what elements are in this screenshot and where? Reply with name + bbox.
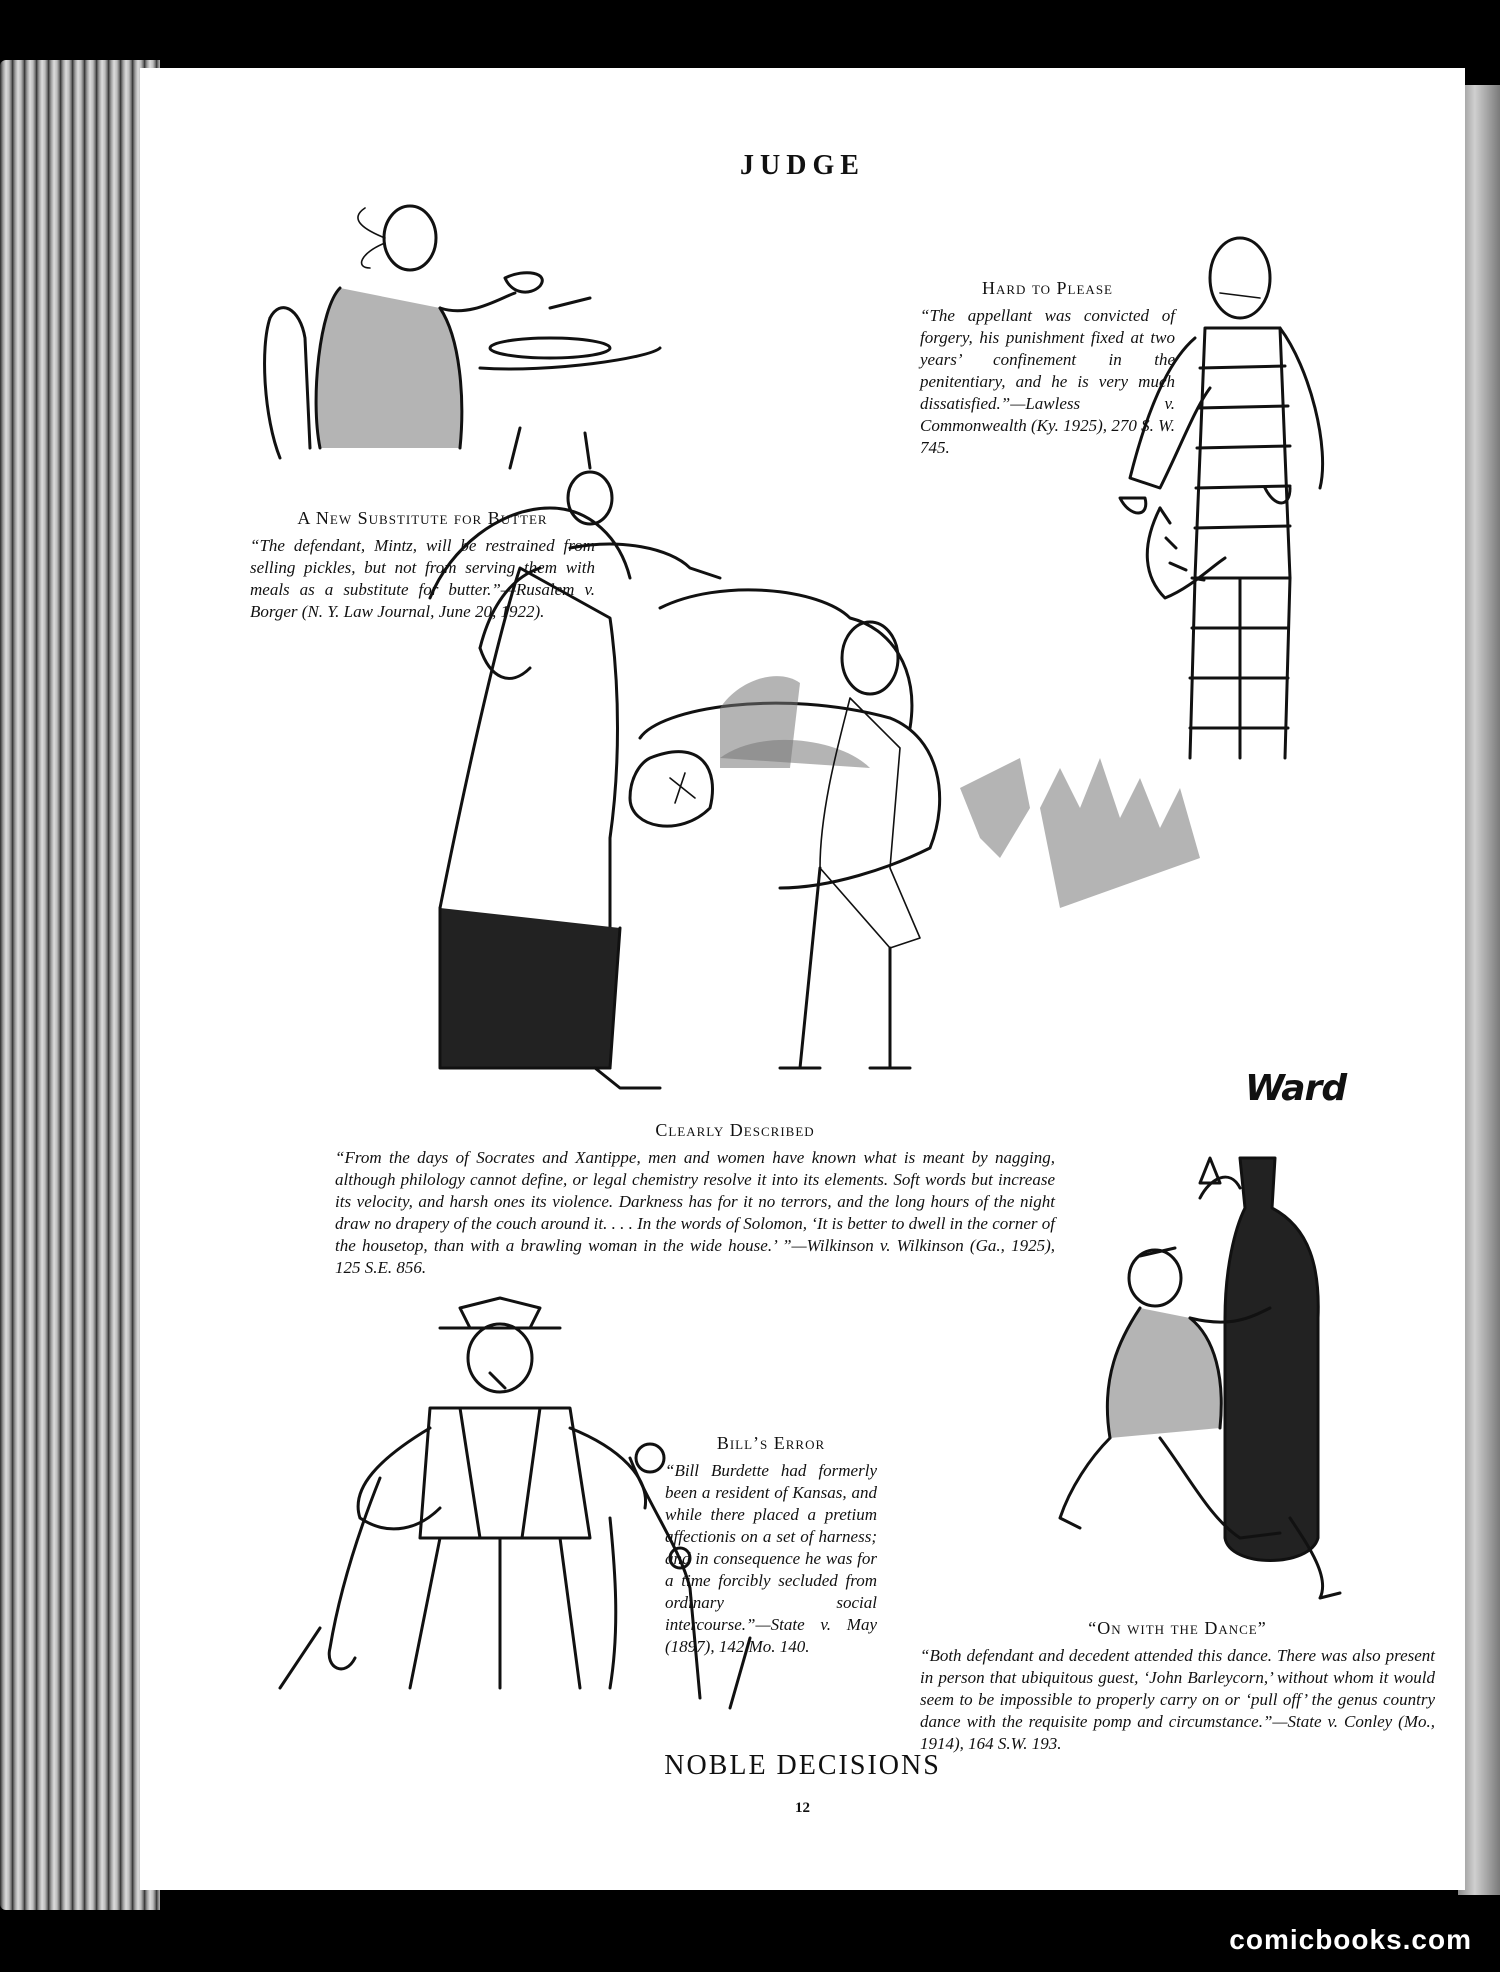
- illustration-dance-bottle: [1040, 1138, 1380, 1618]
- book-page-stack-left: [0, 60, 160, 1910]
- section-title: NOBLE DECISIONS: [664, 1750, 941, 1781]
- caption-title: A New Substitute for Butter: [297, 508, 548, 528]
- caption-title: Clearly Described: [655, 1120, 815, 1140]
- artist-signature: Ward: [1245, 1068, 1347, 1109]
- caption-title: Bill’s Error: [716, 1433, 826, 1453]
- caption-text: “Bill Burdette had formerly been a resident of Kansas, and while there placed a pretium affectionis on a set of harness; and in consequence he was for a time forcibly secluded from ordinary social intercourse.”—State v. May (1897), 142 Mo. 140.: [665, 1461, 877, 1656]
- caption-text: “The appellant was convicted of forgery, his punishment fixed at two years’ confinement in the penitentiary, and he is very much dissatisfied.”—Lawless v. Commonwealth (Ky. 1925), 270 S. W. 745.: [920, 306, 1175, 457]
- site-watermark: comicbooks.com: [1229, 1924, 1472, 1955]
- caption-hard-to-please: [920, 278, 1175, 459]
- caption-title: Hard to Please: [982, 278, 1113, 298]
- caption-substitute: [250, 508, 595, 623]
- caption-text: “The defendant, Mintz, will be restrained from selling pickles, but not from serving them with meals as a substitute for butter.”—Rusalem v. Borger (N. Y. Law Journal, June 20, 1922).: [250, 536, 595, 621]
- page-header: JUDGE: [740, 150, 865, 181]
- illustration-diner: [250, 198, 670, 468]
- caption-bills-error: [665, 1433, 877, 1658]
- magazine-page: [140, 68, 1465, 1890]
- caption-text: “From the days of Socrates and Xantippe, men and women have known what is meant by nagging, although philology cannot define, or legal chemistry resolve it into its elements. Soft words but increase its velocity, and harsh ones its violence. Darkness has for it no terrors, and the long hours of the night draw no drapery of the couch around it. . . . In the words of Solomon, ‘It is better to dwell in the corner of the housetop, than with a brawling woman in the wide house.’ ”—Wilkinson v. Wilkinson (Ga., 1925), 125 S.E. 856.: [335, 1148, 1055, 1277]
- page-number: 12: [795, 1800, 810, 1816]
- caption-title: “On with the Dance”: [1088, 1618, 1267, 1638]
- caption-dance: [920, 1618, 1435, 1755]
- caption-clearly-described: [335, 1120, 1055, 1279]
- caption-text: “Both defendant and decedent attended this dance. There was also present in person that ubiquitous guest, ‘John Barleycorn,’ without whom it would seem to be impossible to properly carry on or ‘pull off’ the genus country dance with the requisite pomp and circumstance.”—State v. Conley (Mo., 1914), 164 S.W. 193.: [920, 1646, 1435, 1753]
